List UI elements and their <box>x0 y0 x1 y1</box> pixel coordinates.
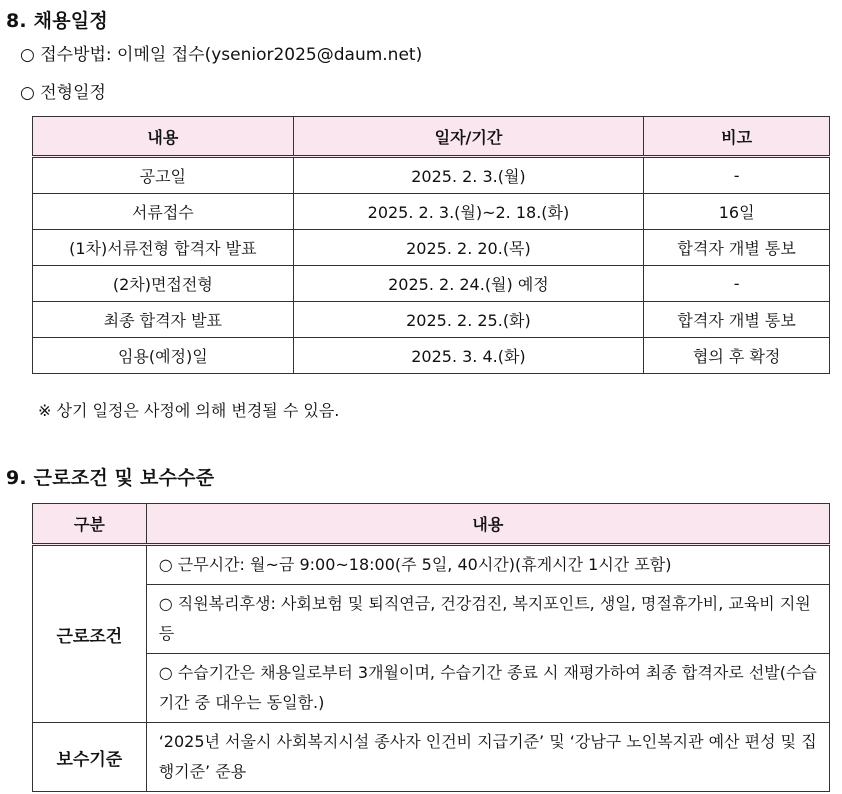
row-content: 임용(예정)일 <box>33 338 294 374</box>
bullet-application-method: ○ 접수방법: 이메일 접수(ysenior2025@daum.net) <box>20 45 423 65</box>
row-remarks: 합격자 개별 통보 <box>644 230 830 266</box>
table-row <box>33 302 830 338</box>
header-remarks: 비고 <box>644 117 830 157</box>
row-content: (2차)면접전형 <box>33 266 294 302</box>
table-row <box>33 585 830 654</box>
table-row <box>33 338 830 374</box>
row-content: 서류접수 <box>33 194 294 230</box>
pay-standard-text: ‘2025년 서울시 사회복지시설 종사자 인건비 지급기준’ 및 ‘강남구 노인복지관 예산 편성 및 집행기준’ 준용 <box>146 723 829 792</box>
schedule-header-row <box>33 117 830 157</box>
header-category: 구분 <box>33 504 147 545</box>
section-8-heading: 8. 채용일정 <box>6 10 108 32</box>
table-row <box>33 194 830 230</box>
row-date: 2025. 2. 24.(월) 예정 <box>293 266 644 302</box>
schedule-table <box>32 116 830 374</box>
bullet-selection-schedule: ○ 전형일정 <box>20 83 106 103</box>
work-conditions-label: 근로조건 <box>33 545 147 723</box>
header-content: 내용 <box>33 117 294 157</box>
conditions-header-row <box>33 504 830 545</box>
section-9-heading: 9. 근로조건 및 보수수준 <box>6 467 215 489</box>
probation-item: ○ 수습기간은 채용일로부터 3개월이며, 수습기간 종료 시 재평가하여 최종 합격자로 선발(수습기간 중 대우는 동일함.) <box>146 654 829 723</box>
row-content: (1차)서류전형 합격자 발표 <box>33 230 294 266</box>
row-date: 2025. 2. 3.(월) <box>293 157 644 194</box>
table-row <box>33 723 830 792</box>
table-row <box>33 545 830 585</box>
header-date: 일자/기간 <box>293 117 644 157</box>
row-remarks: - <box>644 266 830 302</box>
row-date: 2025. 3. 4.(화) <box>293 338 644 374</box>
table-row <box>33 230 830 266</box>
conditions-table <box>32 503 830 792</box>
table-row <box>33 654 830 723</box>
welfare-item: ○ 직원복리후생: 사회보험 및 퇴직연금, 건강검진, 복지포인트, 생일, 명절휴가비, 교육비 지원 등 <box>146 585 829 654</box>
row-remarks: 16일 <box>644 194 830 230</box>
row-date: 2025. 2. 25.(화) <box>293 302 644 338</box>
row-date: 2025. 2. 20.(목) <box>293 230 644 266</box>
pay-standard-label: 보수기준 <box>33 723 147 792</box>
row-remarks: - <box>644 157 830 194</box>
row-content: 공고일 <box>33 157 294 194</box>
work-hours-item: ○ 근무시간: 월~금 9:00~18:00(주 5일, 40시간)(휴게시간 1시간 포함) <box>146 545 829 585</box>
header-content: 내용 <box>146 504 829 545</box>
row-remarks: 합격자 개별 통보 <box>644 302 830 338</box>
row-content: 최종 합격자 발표 <box>33 302 294 338</box>
row-date: 2025. 2. 3.(월)~2. 18.(화) <box>293 194 644 230</box>
row-remarks: 협의 후 확정 <box>644 338 830 374</box>
schedule-note: ※ 상기 일정은 사정에 의해 변경될 수 있음. <box>38 401 340 420</box>
table-row <box>33 157 830 194</box>
table-row <box>33 266 830 302</box>
